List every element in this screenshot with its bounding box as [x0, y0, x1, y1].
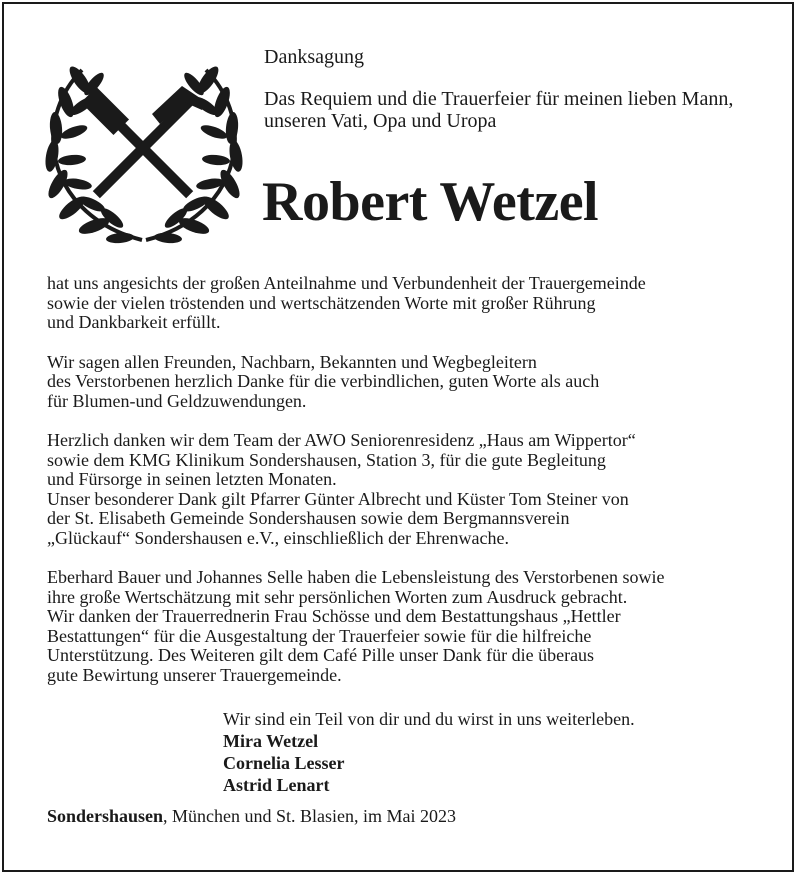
text-line: ihre große Wertschätzung mit sehr persönlichen Worten zum Ausdruck gebracht.	[47, 586, 628, 607]
text-line: und Dankbarkeit erfüllt.	[47, 312, 221, 332]
text-line: gute Bewirtung unserer Trauergemeinde.	[47, 664, 342, 685]
text-line: Unterstützung. Des Weiteren gilt dem Café Pille unser Dank für die überaus	[47, 645, 595, 665]
paragraph	[47, 353, 767, 412]
text-line: sowie der vielen tröstenden und wertschätzenden Worte mit großer Rührung	[47, 292, 596, 313]
paragraph	[47, 274, 767, 333]
page-title: Danksagung	[264, 46, 364, 68]
text-line: Wir sagen allen Freunden, Nachbarn, Bekannten und Wegbegleitern	[47, 351, 537, 372]
text-line: des Verstorbenen herzlich Danke für die verbindlichen, guten Worte als auch	[47, 371, 600, 391]
intro-line: unseren Vati, Opa und Uropa	[264, 110, 497, 132]
signature-name: Cornelia Lesser	[223, 753, 345, 773]
place-date-line	[47, 806, 456, 827]
intro-text	[264, 88, 733, 132]
paragraph	[47, 431, 767, 548]
closing-block	[223, 708, 635, 796]
intro-line: Das Requiem und die Trauerfeier für meinen lieben Mann,	[264, 88, 734, 110]
text-line: für Blumen-und Geldzuwendungen.	[47, 390, 307, 411]
hammer-and-pick-wreath-icon	[42, 62, 246, 246]
signature-name: Mira Wetzel	[223, 731, 319, 751]
text-line: und Fürsorge in seinen letzten Monaten.	[47, 469, 337, 489]
closing-line: Wir sind ein Teil von dir und du wirst in uns weiterleben.	[223, 709, 635, 729]
text-line: sowie dem KMG Klinikum Sondershausen, Station 3, für die gute Begleitung	[47, 449, 606, 470]
text-line: Unser besonderer Dank gilt Pfarrer Günter Albrecht und Küster Tom Steiner von	[47, 488, 629, 509]
deceased-name: Robert Wetzel	[262, 171, 599, 233]
place-name: Sondershausen	[47, 806, 164, 826]
text-line: Bestattungen“ für die Ausgestaltung der Trauerfeier sowie für die hilfreiche	[47, 625, 592, 646]
signature-name: Astrid Lenart	[223, 775, 330, 795]
text-line: Herzlich danken wir dem Team der AWO Seniorenresidenz „Haus am Wippertor“	[47, 430, 636, 450]
text-line: Wir danken der Trauerrednerin Frau Schösse und dem Bestattungshaus „Hettler	[47, 606, 621, 626]
body-text	[47, 274, 767, 705]
text-line: der St. Elisabeth Gemeinde Sondershausen sowie dem Bergmannsverein	[47, 508, 570, 528]
text-line: Eberhard Bauer und Johannes Selle haben die Lebensleistung des Verstorbenen sowie	[47, 567, 665, 587]
paragraph	[47, 568, 767, 685]
text-line: „Glückauf“ Sondershausen e.V., einschließlich der Ehrenwache.	[47, 527, 509, 548]
place-date-rest: , München und St. Blasien, im Mai 2023	[163, 806, 457, 826]
text-line: hat uns angesichts der großen Anteilnahme und Verbundenheit der Trauergemeinde	[47, 273, 646, 293]
